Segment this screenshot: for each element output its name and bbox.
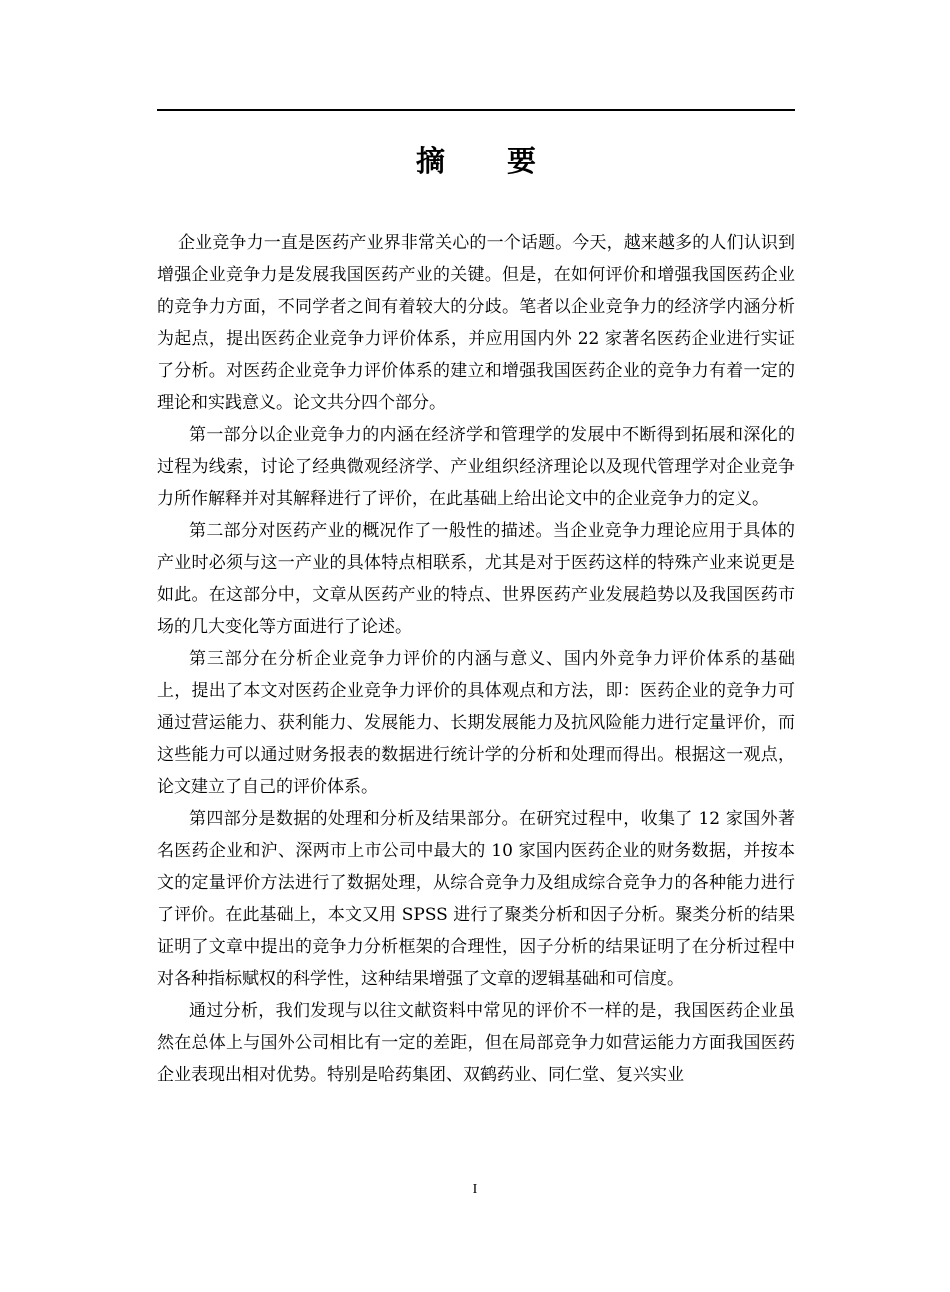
abstract-body: [157, 227, 795, 1091]
abstract-paragraph: 第四部分是数据的处理和分析及结果部分。在研究过程中，收集了 12 家国外著名医药企业和沪、深两市上市公司中最大的 10 家国内医药企业的财务数据，并按本文的定量评价方法进行了数据处理，从综合竞争力及组成综合竞争力的各种能力进行了评价。在此基础上，本文又用 SPSS 进行了聚类分析和因子分析。聚类分析的结果证明了文章中提出的竞争力分析框架的合理性，因子分析的结果证明了在分析过程中对各种指标赋权的科学性，这种结果增强了文章的逻辑基础和可信度。: [157, 809, 795, 989]
page-number: I: [472, 1182, 478, 1197]
abstract-paragraph: 第一部分以企业竞争力的内涵在经济学和管理学的发展中不断得到拓展和深化的过程为线索，讨论了经典微观经济学、产业组织经济理论以及现代管理学对企业竞争力所作解释并对其解释进行了评价，在此基础上给出论文中的企业竞争力的定义。: [157, 425, 795, 509]
abstract-paragraph: 企业竞争力一直是医药产业界非常关心的一个话题。今天，越来越多的人们认识到增强企业竞争力是发展我国医药产业的关键。但是，在如何评价和增强我国医药企业的竞争力方面，不同学者之间有着较大的分歧。笔者以企业竞争力的经济学内涵分析为起点，提出医药企业竞争力评价体系，并应用国内外 22 家著名医药企业进行实证了分析。对医药企业竞争力评价体系的建立和增强我国医药企业的竞争力有着一定的理论和实践意义。论文共分四个部分。: [157, 233, 795, 413]
page-title: 摘 要: [415, 144, 563, 178]
header-rule: [157, 109, 795, 111]
abstract-paragraph: 通过分析，我们发现与以往文献资料中常见的评价不一样的是，我国医药企业虽然在总体上与国外公司相比有一定的差距，但在局部竞争力如营运能力方面我国医药企业表现出相对优势。特别是哈药集团、双鹤药业、同仁堂、复兴实业: [157, 1001, 795, 1085]
abstract-paragraph: 第三部分在分析企业竞争力评价的内涵与意义、国内外竞争力评价体系的基础上，提出了本文对医药企业竞争力评价的具体观点和方法，即：医药企业的竞争力可通过营运能力、获利能力、发展能力、长期发展能力及抗风险能力进行定量评价，而这些能力可以通过财务报表的数据进行统计学的分析和处理而得出。根据这一观点，论文建立了自己的评价体系。: [157, 649, 795, 797]
abstract-paragraph: 第二部分对医药产业的概况作了一般性的描述。当企业竞争力理论应用于具体的产业时必须与这一产业的具体特点相联系，尤其是对于医药这样的特殊产业来说更是如此。在这部分中，文章从医药产业的特点、世界医药产业发展趋势以及我国医药市场的几大变化等方面进行了论述。: [157, 521, 795, 637]
